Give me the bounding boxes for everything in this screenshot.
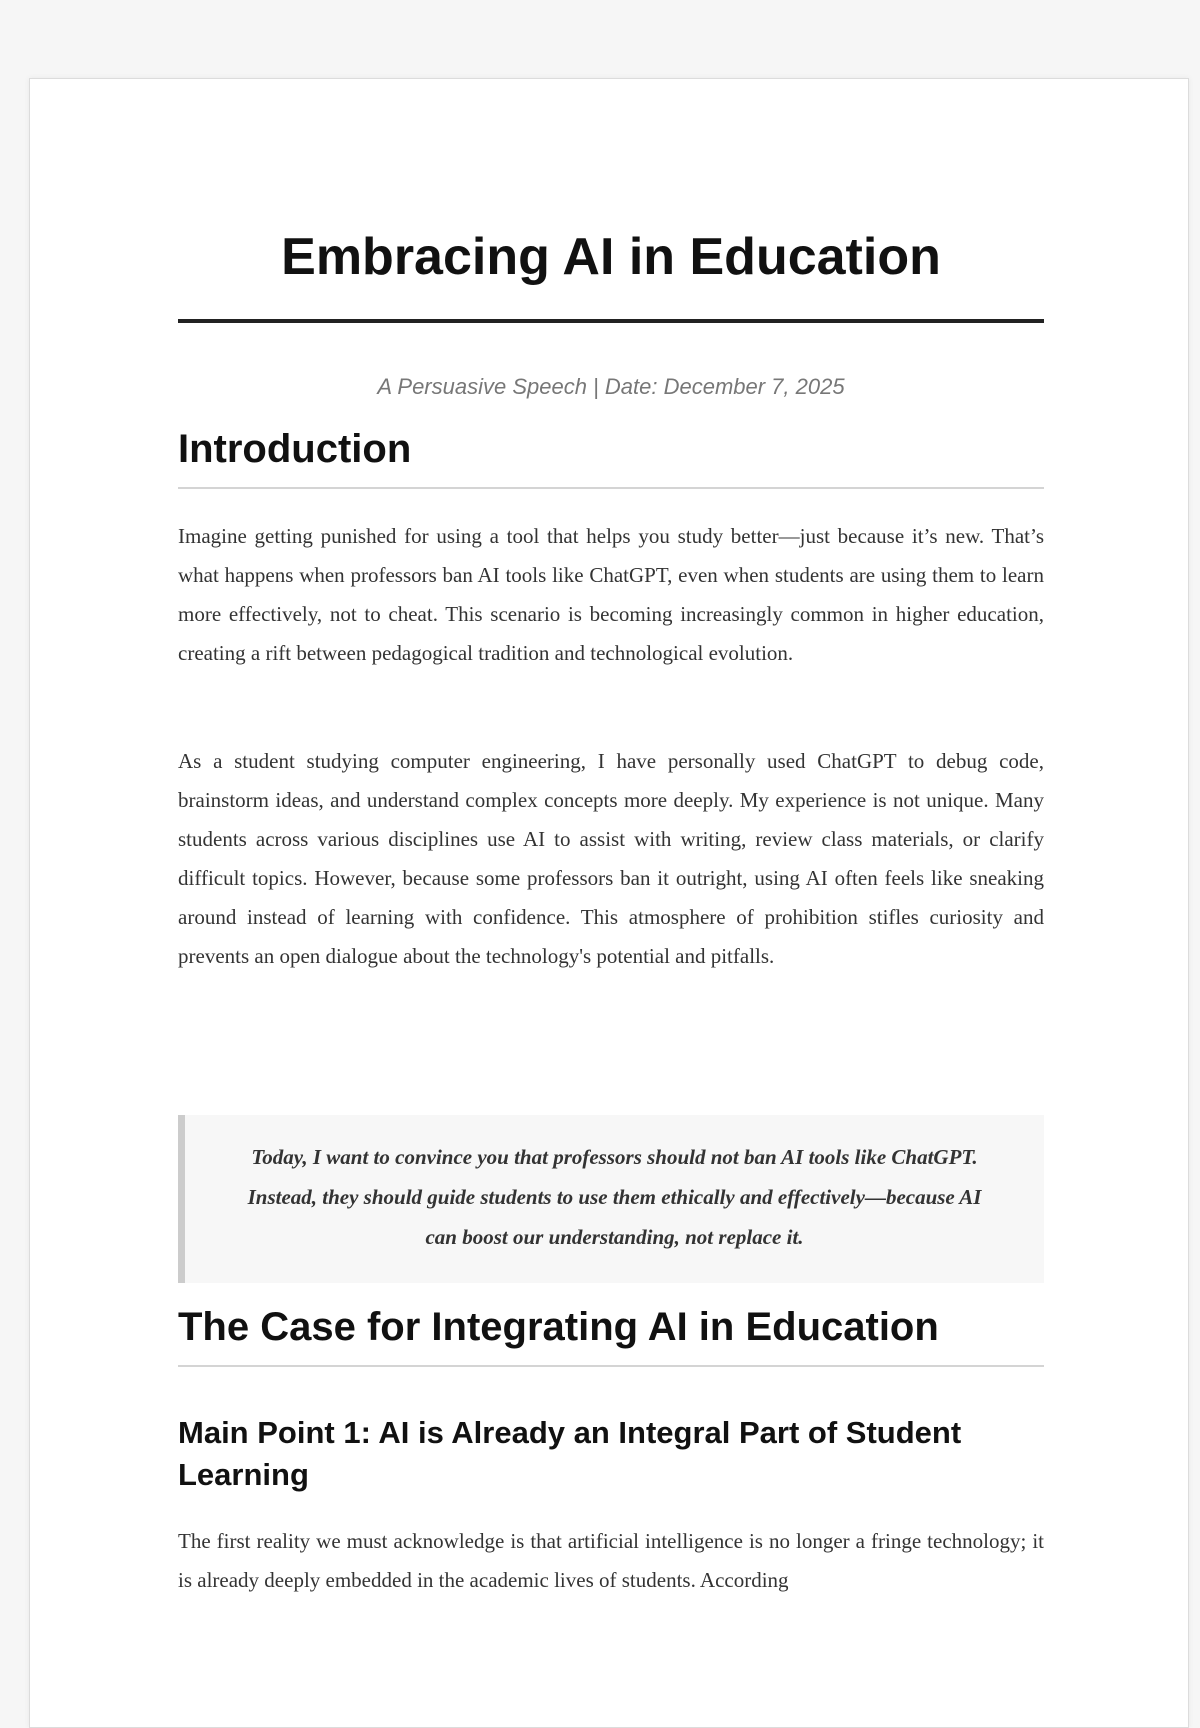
thesis-quote-text: Today, I want to convince you that professors should not ban AI tools like ChatGPT. Instead, they should guide students to use them ethically and effectively—because AI can boost our understanding, not replace it. <box>247 1145 982 1249</box>
introduction-heading: Introduction <box>178 427 412 471</box>
main-point-1-heading: Main Point 1: AI is Already an Integral Part of Student Learning <box>178 1415 962 1492</box>
introduction-paragraph-1: Imagine getting punished for using a tool that helps you study better—just because it’s new. That’s what happens when professors ban AI tools like ChatGPT, even when students are using them to learn more effectively, not to cheat. This scenario is becoming increasingly common in higher education, creating a rift between pedagogical tradition and technological evolution. <box>178 524 1044 665</box>
introduction-paragraph-2: As a student studying computer engineering, I have personally used ChatGPT to debug code, brainstorm ideas, and understand complex concepts more deeply. My experience is not unique. Many students across various disciplines use AI to assist with writing, review class materials, or clarify difficult topics. However, because some professors ban it outright, using AI often feels like sneaking around instead of learning with confidence. This atmosphere of prohibition stifles curiosity and prevents an open dialogue about the technology's potential and pitfalls. <box>178 749 1044 968</box>
document-page <box>29 78 1189 1728</box>
case-section-heading: The Case for Integrating AI in Education <box>178 1305 939 1349</box>
main-point-1-paragraph: The first reality we must acknowledge is that artificial intelligence is no longer a fringe technology; it is already deeply embedded in the academic lives of students. According <box>178 1529 1044 1592</box>
title-divider <box>178 319 1044 323</box>
document-subtitle: A Persuasive Speech | Date: December 7, 2025 <box>377 374 845 399</box>
document-title: Embracing AI in Education <box>281 228 941 286</box>
thesis-blockquote <box>178 1115 1044 1283</box>
case-section-heading-divider <box>178 1365 1044 1367</box>
introduction-heading-divider <box>178 487 1044 489</box>
